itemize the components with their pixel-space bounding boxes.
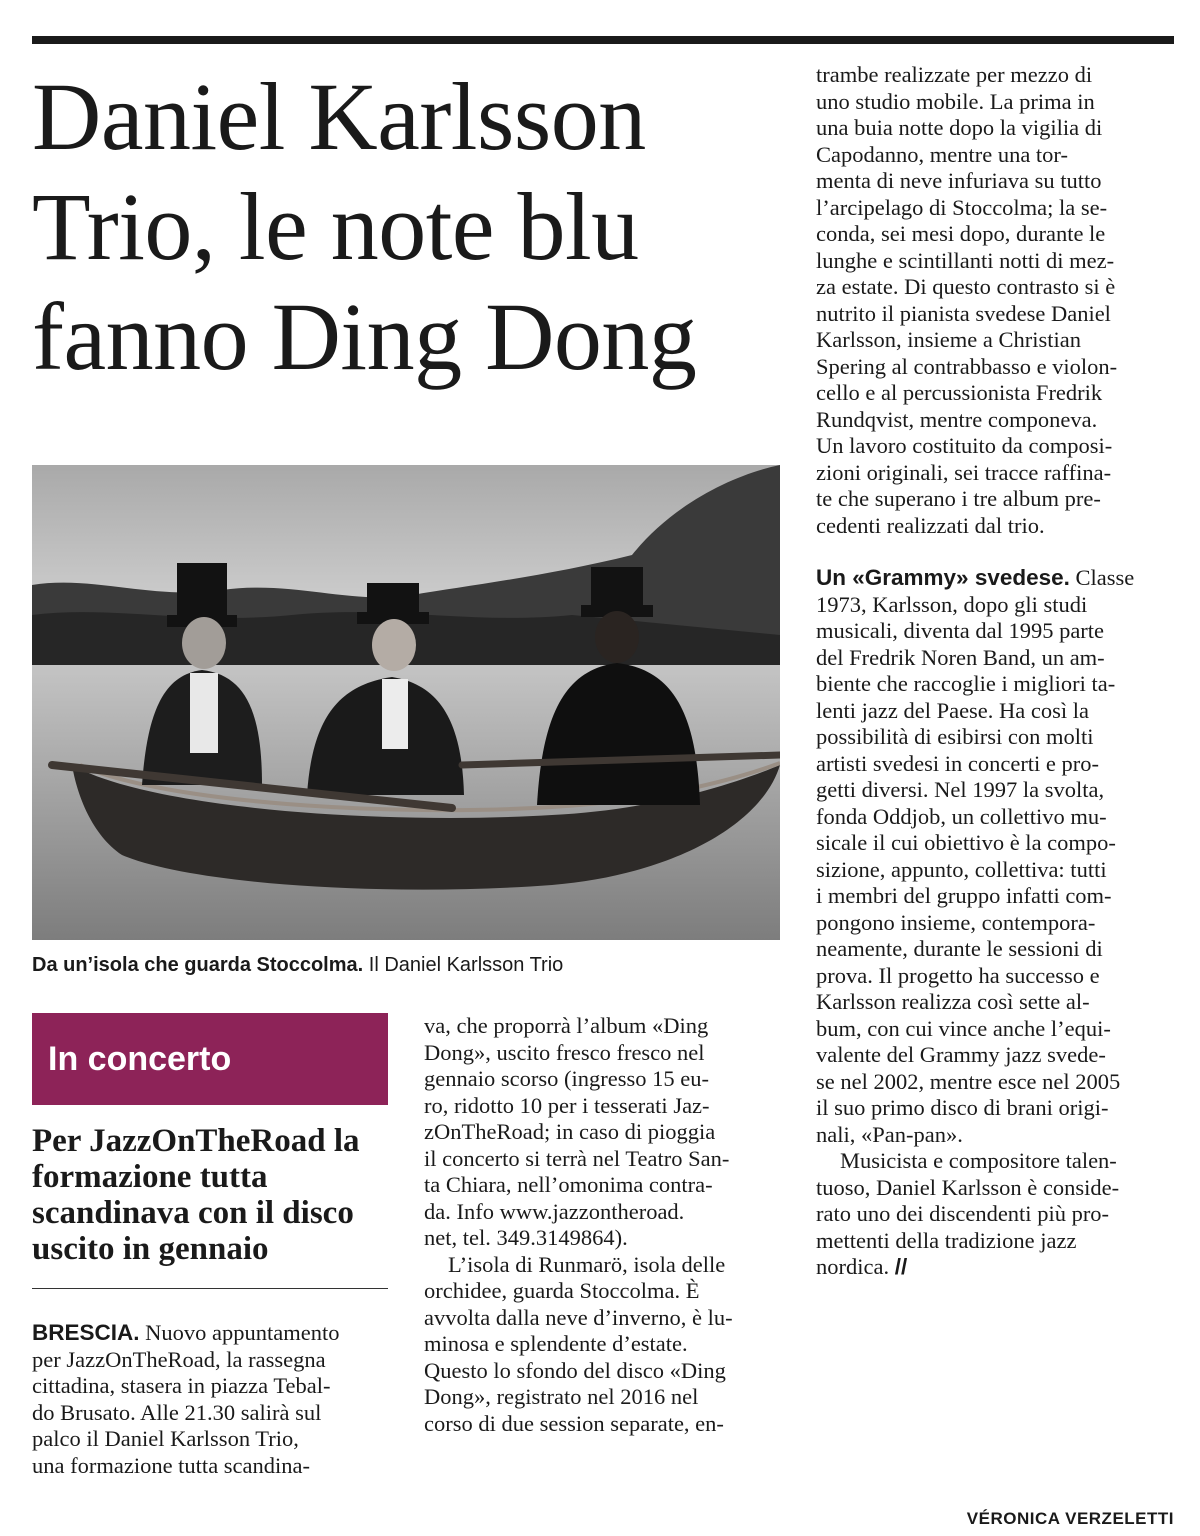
text-line-rest: Classe (1069, 565, 1135, 590)
text-line: il suo primo disco di brani origi- (816, 1095, 1109, 1120)
end-mark: // (894, 1254, 908, 1279)
text-line: per JazzOnTheRoad, la rassegna (32, 1346, 326, 1372)
body-column-3 (816, 62, 1176, 1281)
text-line: Musicista e compositore talen- (840, 1148, 1117, 1173)
text-line: sicale il cui obiettivo è la compo- (816, 830, 1116, 855)
text-line: lunghe e scintillanti notti di mez- (816, 247, 1115, 273)
text-line: se nel 2002, mentre esce nel 2005 (816, 1068, 1121, 1094)
text-line: 1973, Karlsson, dopo gli studi (816, 591, 1088, 617)
text-line: nali, «Pan-pan». (816, 1121, 963, 1147)
text-line: Karlsson, insieme a Christian (816, 327, 1081, 352)
headline-line: Daniel Karlsson (32, 63, 646, 170)
text-line-start: nordica. (816, 1254, 890, 1279)
text-line: da. Info www.jazzontheroad. (424, 1198, 685, 1224)
text-line: corso di due session separate, en- (424, 1410, 724, 1436)
text-line: Karlsson realizza così sette al- (816, 989, 1090, 1014)
text-line-rest: Nuovo appuntamento (139, 1320, 340, 1345)
headline-line: Trio, le note blu (32, 173, 639, 280)
text-line: cittadina, stasera in piazza Tebal- (32, 1373, 331, 1398)
paragraph-gap (816, 539, 1176, 565)
text-line: possibilità di esibirsi con molti (816, 724, 1094, 749)
caption-text: Il Daniel Karlsson Trio (363, 954, 564, 976)
subheadline-line: Per JazzOnTheRoad la (32, 1123, 360, 1159)
subheadline-line: uscito in gennaio (32, 1231, 269, 1267)
text-line: trambe realizzate per mezzo di (816, 62, 1093, 87)
text-line: musicali, diventa dal 1995 parte (816, 618, 1105, 643)
text-line: l’arcipelago di Stoccolma; la se- (816, 194, 1108, 220)
text-line: neamente, durante le sessioni di (816, 936, 1103, 961)
text-line: pongono insieme, contempora- (816, 909, 1096, 935)
text-line: Dong», registrato nel 2016 nel (424, 1384, 699, 1409)
section-subhead: Un «Grammy» svedese. (816, 565, 1070, 590)
text-line: avvolta dalla neve d’inverno, è lu- (424, 1304, 733, 1330)
text-line: tuoso, Daniel Karlsson è conside- (816, 1174, 1120, 1200)
text-line: Capodanno, mentre una tor- (816, 141, 1068, 167)
text-line: una buia notte dopo la vigilia di (816, 115, 1103, 140)
subhead-rule (32, 1288, 388, 1289)
text-line: mettenti della tradizione jazz (816, 1227, 1077, 1253)
text-line: prova. Il progetto ha successo e (816, 962, 1100, 988)
body-column-1 (32, 1320, 388, 1479)
dateline: BRESCIA. (32, 1320, 140, 1345)
text-line: conda, sei mesi dopo, durante le (816, 221, 1106, 246)
text-line: palco il Daniel Karlsson Trio, (32, 1426, 299, 1451)
text-line: fonda Oddjob, un collettivo mu- (816, 803, 1107, 829)
headline-line: fanno Ding Dong (32, 283, 697, 390)
text-line: te che superano i tre album pre- (816, 486, 1101, 511)
text-line: minosa e splendente d’estate. (424, 1331, 688, 1356)
trio-photo (32, 465, 780, 940)
text-line: zioni originali, sei tracce raffina- (816, 459, 1112, 485)
text-line: valente del Grammy jazz svede- (816, 1042, 1106, 1067)
text-line: Un lavoro costituito da composi- (816, 433, 1113, 458)
text-line: cedenti realizzati dal trio. (816, 512, 1045, 538)
text-line: artisti svedesi in concerti e pro- (816, 750, 1100, 776)
byline: VÉRONICA VERZELETTI (966, 1509, 1174, 1528)
subheadline (32, 1123, 392, 1267)
text-line (816, 565, 1176, 592)
text-line (32, 1320, 388, 1347)
text-line: gennaio scorso (ingresso 15 eu- (424, 1066, 709, 1091)
text-line: rato uno dei discendenti più pro- (816, 1201, 1110, 1226)
text-line: menta di neve infuriava su tutto (816, 168, 1102, 193)
text-line: ta Chiara, nell’omonima contra- (424, 1172, 713, 1197)
section-label: In concerto (48, 1040, 232, 1078)
text-line: Rundqvist, mentre componeva. (816, 406, 1098, 432)
text-line: nutrito il pianista svedese Daniel (816, 300, 1111, 326)
text-line: una formazione tutta scandina- (32, 1452, 311, 1478)
text-line: il concerto si terrà nel Teatro San- (424, 1145, 730, 1171)
text-line: bum, con cui vince anche l’equi- (816, 1015, 1111, 1041)
text-line: getti diversi. Nel 1997 la svolta, (816, 777, 1105, 802)
text-line: cello e al percussionista Fredrik (816, 380, 1103, 405)
text-line: do Brusato. Alle 21.30 salirà sul (32, 1399, 322, 1425)
text-line: va, che proporrà l’album «Ding (424, 1013, 709, 1038)
text-line: uno studio mobile. La prima in (816, 88, 1095, 114)
body-column-2 (424, 1013, 784, 1437)
text-line: sizione, appunto, collettiva: tutti (816, 856, 1107, 882)
text-line (816, 1254, 1176, 1281)
text-line: zOnTheRoad; in caso di pioggia (424, 1119, 716, 1144)
caption-bold: Da un’isola che guarda Stoccolma. (32, 954, 364, 976)
headline (32, 62, 772, 392)
text-line: biente che raccoglie i migliori ta- (816, 671, 1116, 696)
photo-caption (32, 952, 792, 978)
text-line: Dong», uscito fresco fresco nel (424, 1039, 705, 1065)
text-line: net, tel. 349.3149864). (424, 1225, 628, 1250)
text-line: lenti jazz del Paese. Ha così la (816, 697, 1090, 723)
subheadline-line: formazione tutta (32, 1159, 268, 1195)
text-line: L’isola di Runmarö, isola delle (448, 1251, 726, 1277)
text-line: orchidee, guarda Stoccolma. È (424, 1278, 700, 1303)
top-rule (32, 36, 1174, 44)
text-line: Spering al contrabbasso e violon- (816, 353, 1118, 379)
text-line: Questo lo sfondo del disco «Ding (424, 1357, 726, 1383)
text-line: i membri del gruppo infatti com- (816, 883, 1112, 908)
section-label-box (32, 1013, 388, 1105)
subheadline-line: scandinava con il disco (32, 1195, 354, 1231)
text-line: del Fredrik Noren Band, un am- (816, 644, 1105, 670)
text-line: ro, ridotto 10 per i tesserati Jaz- (424, 1092, 710, 1118)
text-line: za estate. Di questo contrasto si è (816, 274, 1116, 299)
